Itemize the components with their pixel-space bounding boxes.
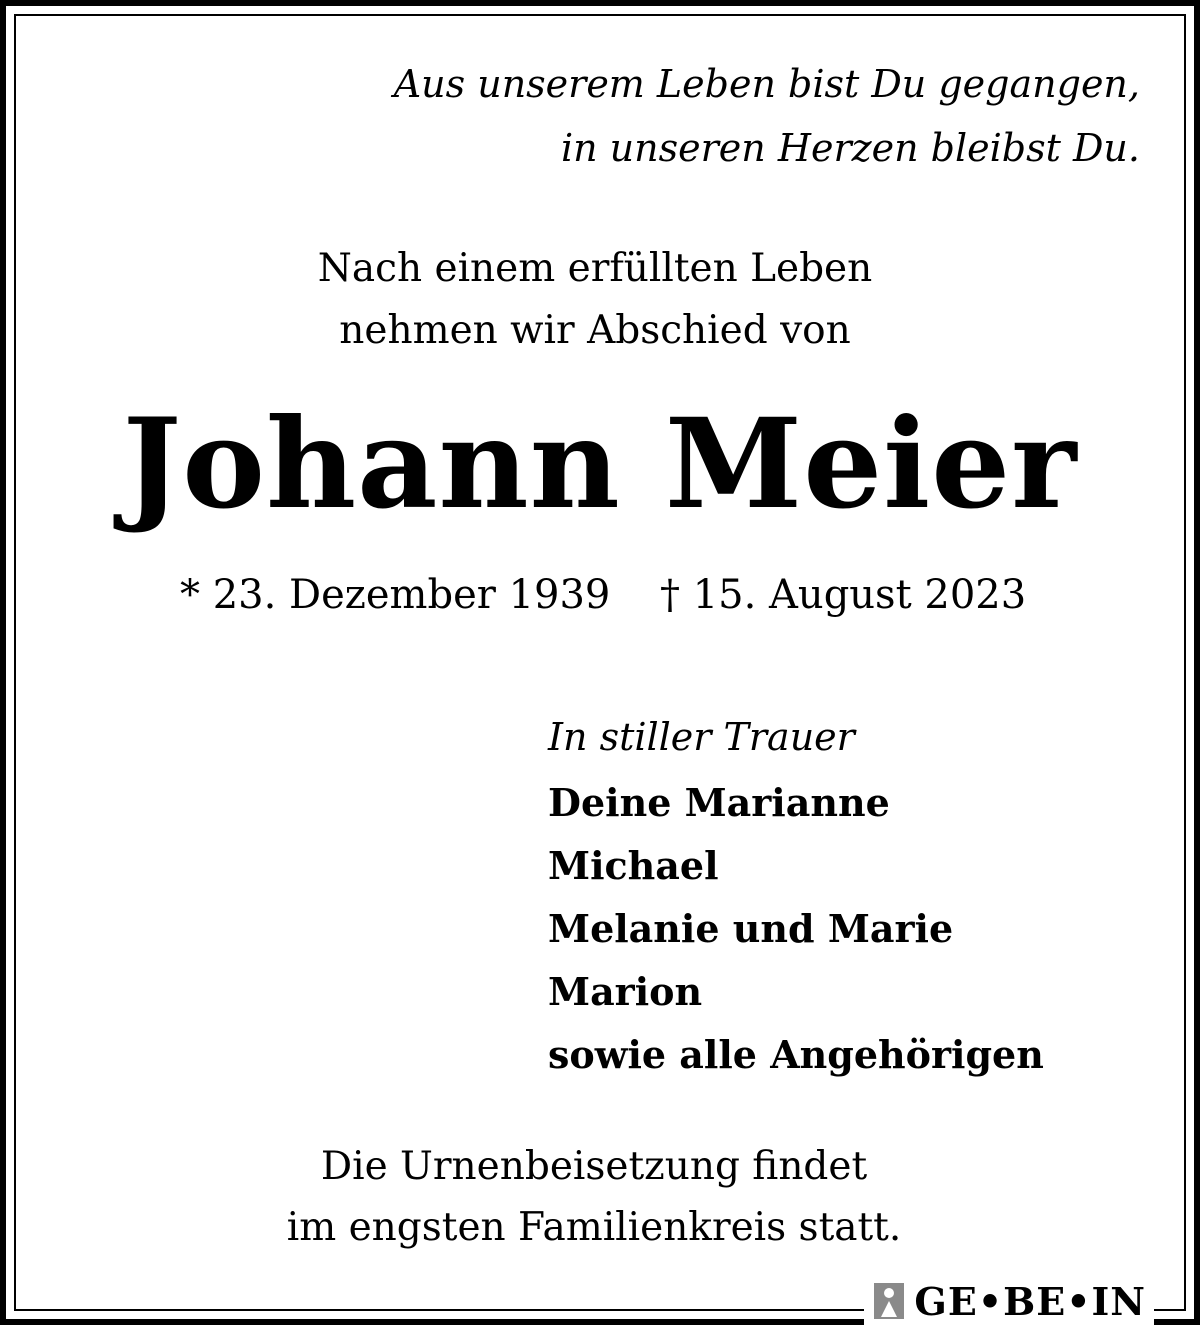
logo-figure-icon (872, 1281, 906, 1321)
burial-line-2: im engsten Familienkreis statt. (286, 1205, 902, 1250)
mourner-name: Michael (548, 843, 719, 888)
mourner-name: Melanie und Marie (548, 906, 954, 951)
burial-line-1: Die Urnenbeisetzung findet (320, 1144, 868, 1189)
deceased-name: Johann Meier (122, 392, 1078, 537)
mourner-name: sowie alle Angehörigen (548, 1032, 1044, 1077)
motto-line-1: Aus unserem Leben bist Du gegangen, (393, 62, 1140, 106)
intro-line-2: nehmen wir Abschied von (339, 308, 851, 353)
mourners-heading: In stiller Trauer (548, 715, 855, 759)
inner-border (14, 14, 1186, 1311)
mourner-name: Marion (548, 969, 703, 1014)
motto-line-2: in unseren Herzen bleibst Du. (560, 126, 1140, 170)
publisher-logo (864, 1277, 1154, 1325)
death-date: † 15. August 2023 (660, 572, 1027, 618)
intro-line-1: Nach einem erfüllten Leben (317, 246, 873, 291)
mourner-name: Deine Marianne (548, 780, 890, 825)
birth-date: * 23. Dezember 1939 (180, 572, 611, 618)
logo-text: GE•BE•IN (914, 1278, 1146, 1324)
